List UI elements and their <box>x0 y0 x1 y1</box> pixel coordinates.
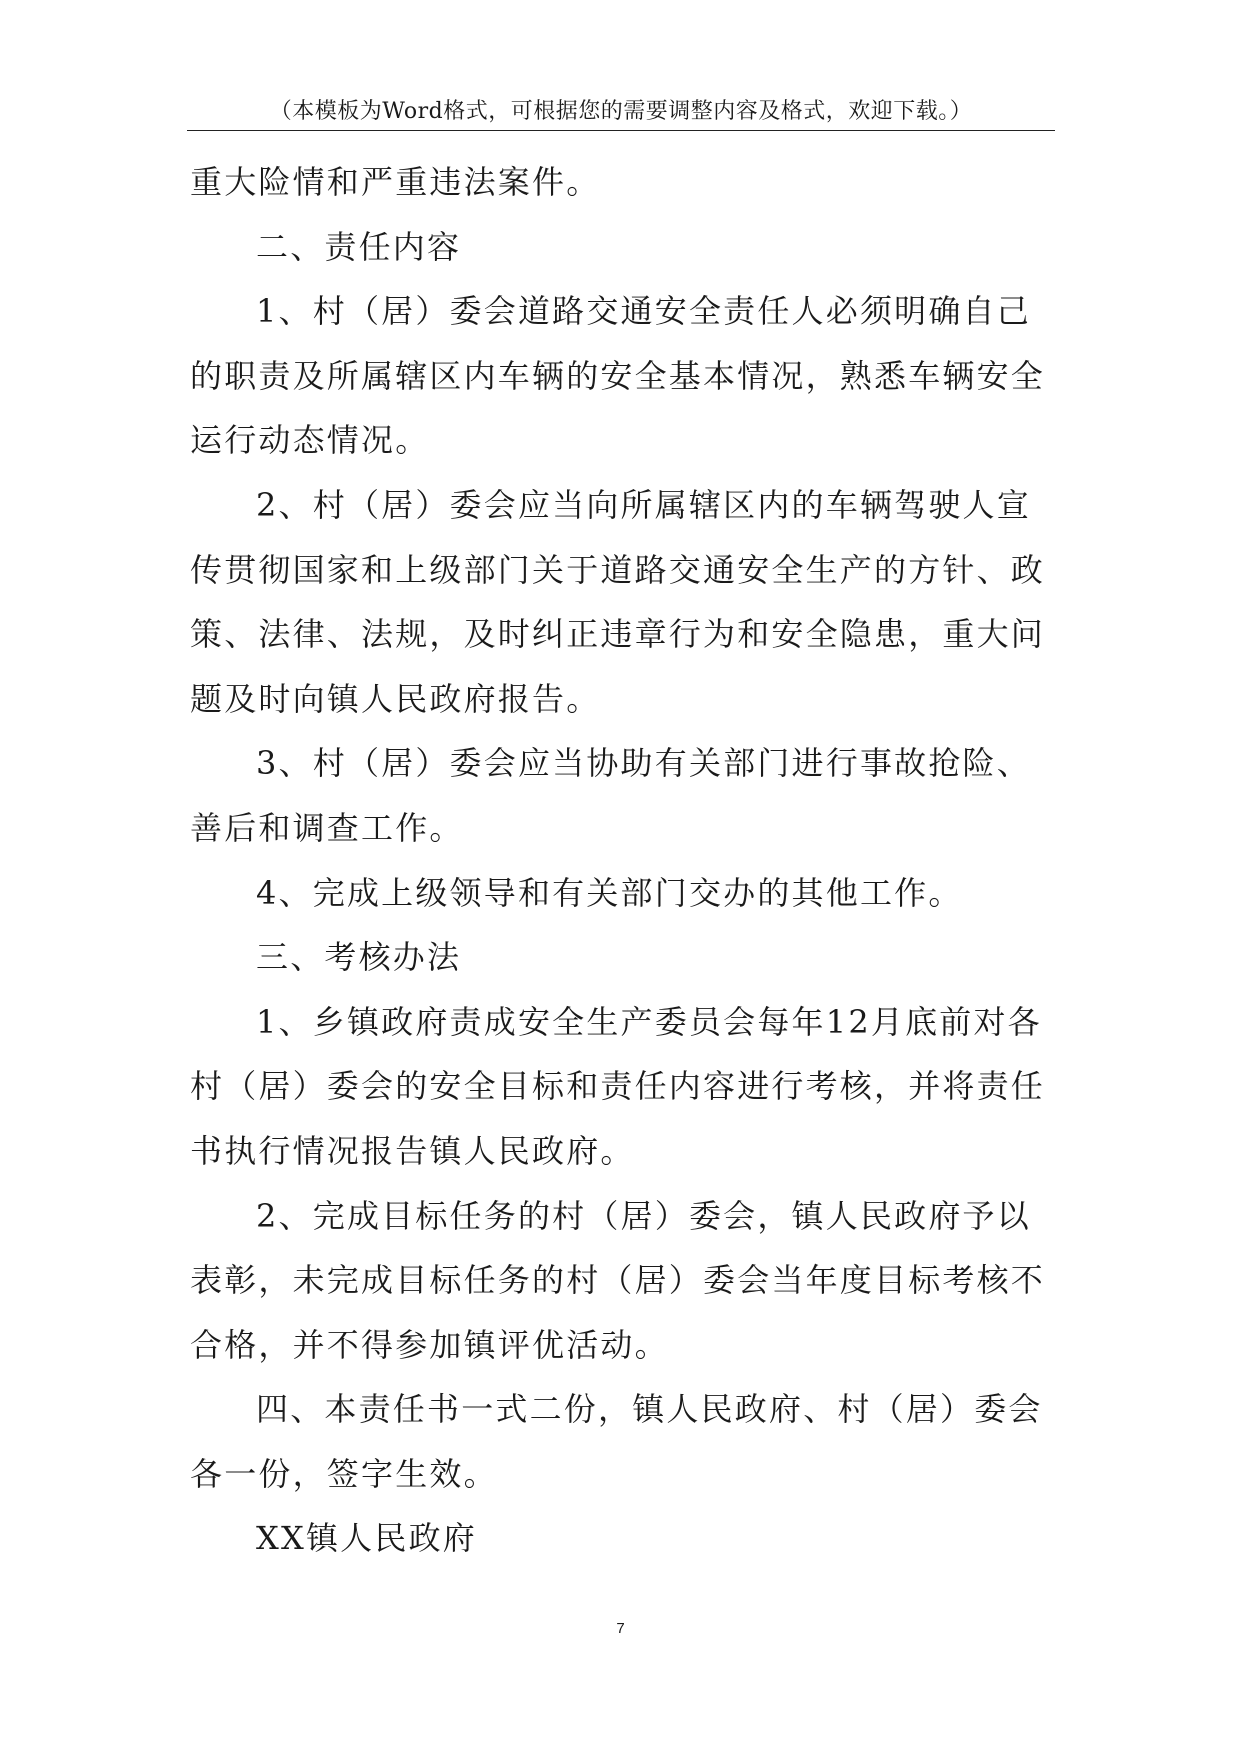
signature-line: XX镇人民政府 <box>256 1519 477 1558</box>
paragraph-item-3: 3、村（居）委会应当协助有关部门进行事故抢险、善后和调查工作。 <box>190 744 1031 847</box>
paragraph-item-1: 1、村（居）委会道路交通安全责任人必须明确自己的职责及所属辖区内车辆的安全基本情况，熟悉车辆安全运行动态情况。 <box>190 292 1046 460</box>
paragraph-item-2: 2、村（居）委会应当向所属辖区内的车辆驾驶人宣传贯彻国家和上级部门关于道路交通安全生产的方针、政策、法律、法规，及时纠正违章行为和安全隐患，重大问题及时向镇人民政府报告。 <box>190 485 1046 718</box>
paragraph-assessment-1: 1、乡镇政府责成安全生产委员会每年12月底前对各村（居）委会的安全目标和责任内容进行考核，并将责任书执行情况报告镇人民政府。 <box>190 1002 1046 1170</box>
paragraph-copies: 四、本责任书一式二份，镇人民政府、村（居）委会各一份，签字生效。 <box>190 1390 1043 1493</box>
page-number: 7 <box>616 1620 625 1637</box>
paragraph-continuation: 重大险情和严重违法案件。 <box>190 163 601 201</box>
section-heading-responsibilities: 二、责任内容 <box>256 227 462 266</box>
header-divider <box>187 130 1055 131</box>
document-body <box>190 150 1060 1571</box>
section-heading-assessment: 三、考核办法 <box>256 938 462 977</box>
paragraph-item-4: 4、完成上级领导和有关部门交办的其他工作。 <box>256 873 963 912</box>
paragraph-assessment-2: 2、完成目标任务的村（居）委会，镇人民政府予以表彰，未完成目标任务的村（居）委会当年度目标考核不合格，并不得参加镇评优活动。 <box>190 1196 1046 1364</box>
page-header-note: （本模板为Word格式，可根据您的需要调整内容及格式，欢迎下载。） <box>269 99 973 124</box>
